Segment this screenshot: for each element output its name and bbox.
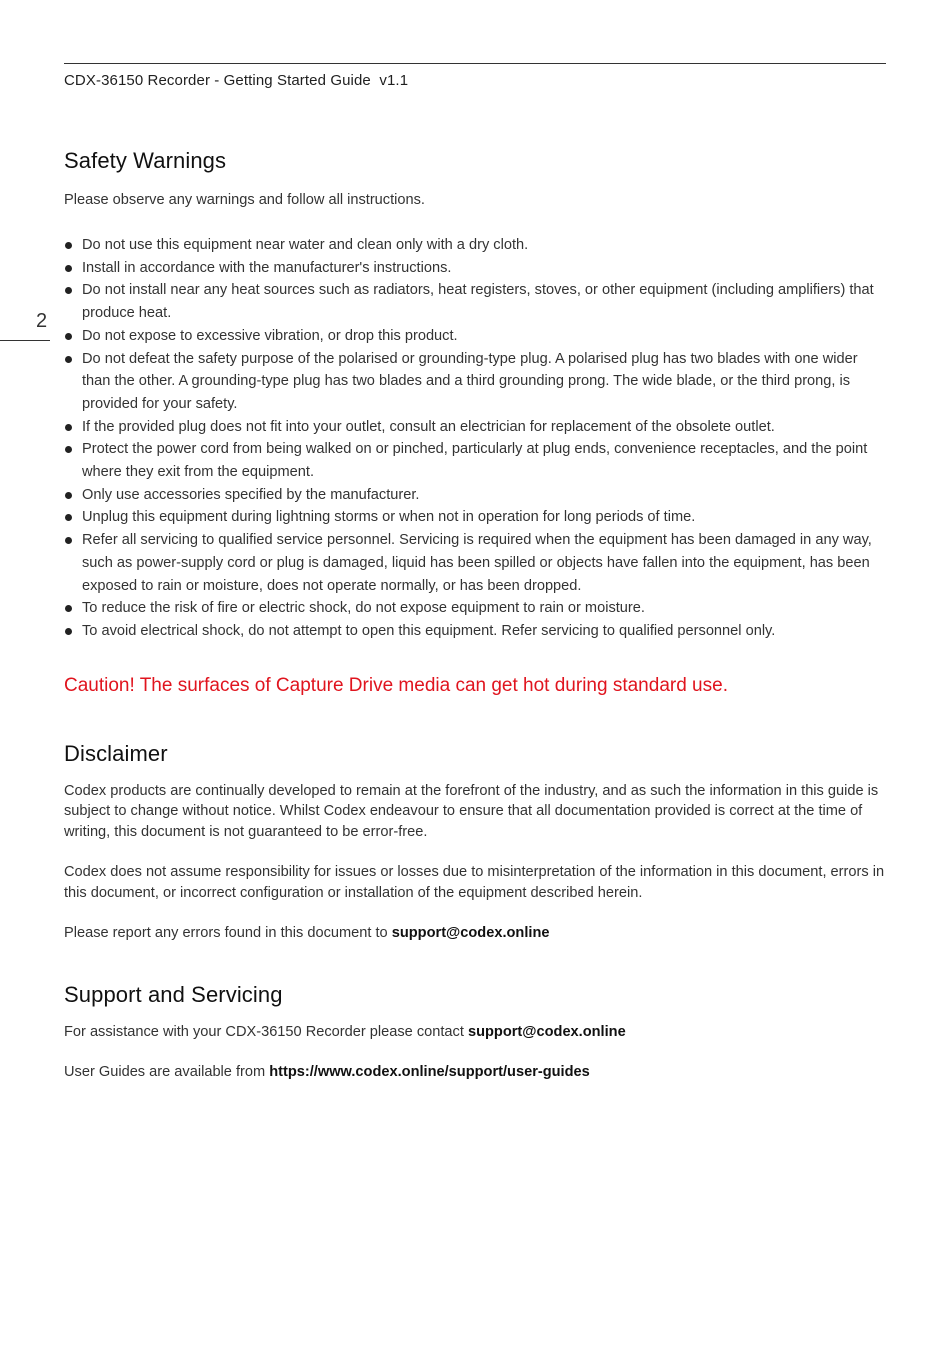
header-rule bbox=[64, 63, 886, 64]
bullet-icon bbox=[65, 537, 72, 544]
list-item: Unplug this equipment during lightning storms or when not in operation for long periods of time. bbox=[64, 506, 886, 529]
bullet-icon bbox=[65, 514, 72, 521]
disclaimer-section bbox=[64, 739, 886, 944]
list-item: Do not use this equipment near water and clean only with a dry cloth. bbox=[64, 234, 886, 257]
list-item: Do not defeat the safety purpose of the polarised or grounding-type plug. A polarised plug has two blades with one wider than the other. A grounding-type plug has two blades and a third grounding prong. The wide blade, or the third prong, is provided for your safety. bbox=[64, 348, 886, 416]
list-item: Protect the power cord from being walked on or pinched, particularly at plug ends, convenience receptacles, and the point where they exit from the equipment. bbox=[64, 438, 886, 483]
support-email-link[interactable]: support@codex.online bbox=[391, 925, 550, 942]
safety-warnings-list bbox=[64, 234, 886, 643]
support-heading: Support and Servicing bbox=[64, 981, 283, 1007]
bullet-icon bbox=[65, 424, 72, 431]
list-item: Only use accessories specified by the manufacturer. bbox=[64, 484, 886, 507]
support-email-link[interactable]: support@codex.online bbox=[467, 1023, 626, 1040]
list-item: If the provided plug does not fit into your outlet, consult an electrician for replacement of the obsolete outlet. bbox=[64, 416, 886, 439]
bullet-icon bbox=[65, 242, 72, 249]
caution-notice: Caution! The surfaces of Capture Drive media can get hot during standard use. bbox=[64, 674, 728, 696]
safety-warnings-section bbox=[64, 146, 886, 699]
disclaimer-paragraph-2: Codex does not assume responsibility for issues or losses due to misinterpretation of the information in this document, errors in this document, or incorrect configuration or installation of the equipment described herein. bbox=[64, 864, 885, 901]
list-item: Install in accordance with the manufacturer's instructions. bbox=[64, 257, 886, 280]
list-item: To avoid electrical shock, do not attempt to open this equipment. Refer servicing to qualified personnel only. bbox=[64, 620, 886, 643]
safety-warnings-heading: Safety Warnings bbox=[64, 148, 227, 173]
list-item: To reduce the risk of fire or electric shock, do not expose equipment to rain or moisture. bbox=[64, 597, 886, 620]
bullet-icon bbox=[65, 356, 72, 363]
bullet-icon bbox=[65, 446, 72, 453]
support-paragraph-1: For assistance with your CDX-36150 Recorder please contact support@codex.online bbox=[64, 1023, 626, 1040]
list-item: Refer all servicing to qualified service personnel. Servicing is required when the equipment has been damaged in any way, such as power-supply cord or plug is damaged, liquid has been spilled or objects have fallen into the equipment, has been exposed to rain or moisture, does not operate normally, or has been dropped. bbox=[64, 529, 886, 597]
bullet-icon bbox=[65, 605, 72, 612]
bullet-icon bbox=[65, 492, 72, 499]
disclaimer-heading: Disclaimer bbox=[64, 740, 168, 766]
list-item: Do not install near any heat sources such as radiators, heat registers, stoves, or other equipment (including amplifiers) that produce heat. bbox=[64, 279, 886, 324]
bullet-icon bbox=[65, 333, 72, 340]
page-content bbox=[64, 146, 886, 1083]
support-paragraph-2: User Guides are available from https://www.codex.online/support/user-guides bbox=[64, 1064, 590, 1081]
bullet-icon bbox=[65, 265, 72, 272]
document-header-title: CDX-36150 Recorder - Getting Started Guide v1.1 bbox=[64, 72, 409, 89]
page-number-rule bbox=[0, 340, 50, 341]
bullet-icon bbox=[65, 287, 72, 294]
safety-intro: Please observe any warnings and follow all instructions. bbox=[64, 192, 425, 208]
page-number: 2 bbox=[36, 310, 48, 332]
user-guides-link[interactable]: https://www.codex.online/support/user-guides bbox=[269, 1064, 590, 1081]
support-section bbox=[64, 980, 886, 1083]
list-item: Do not expose to excessive vibration, or drop this product. bbox=[64, 325, 886, 348]
disclaimer-paragraph-3: Please report any errors found in this document to support@codex.online bbox=[64, 925, 550, 942]
bullet-icon bbox=[65, 628, 72, 635]
disclaimer-paragraph-1: Codex products are continually developed to remain at the forefront of the industry, and as such the information in this guide is subject to change without notice. Whilst Codex endeavour to ensure that all documentation provided is correct at the time of writing, this document is not guaranteed to be error-free. bbox=[64, 782, 879, 840]
